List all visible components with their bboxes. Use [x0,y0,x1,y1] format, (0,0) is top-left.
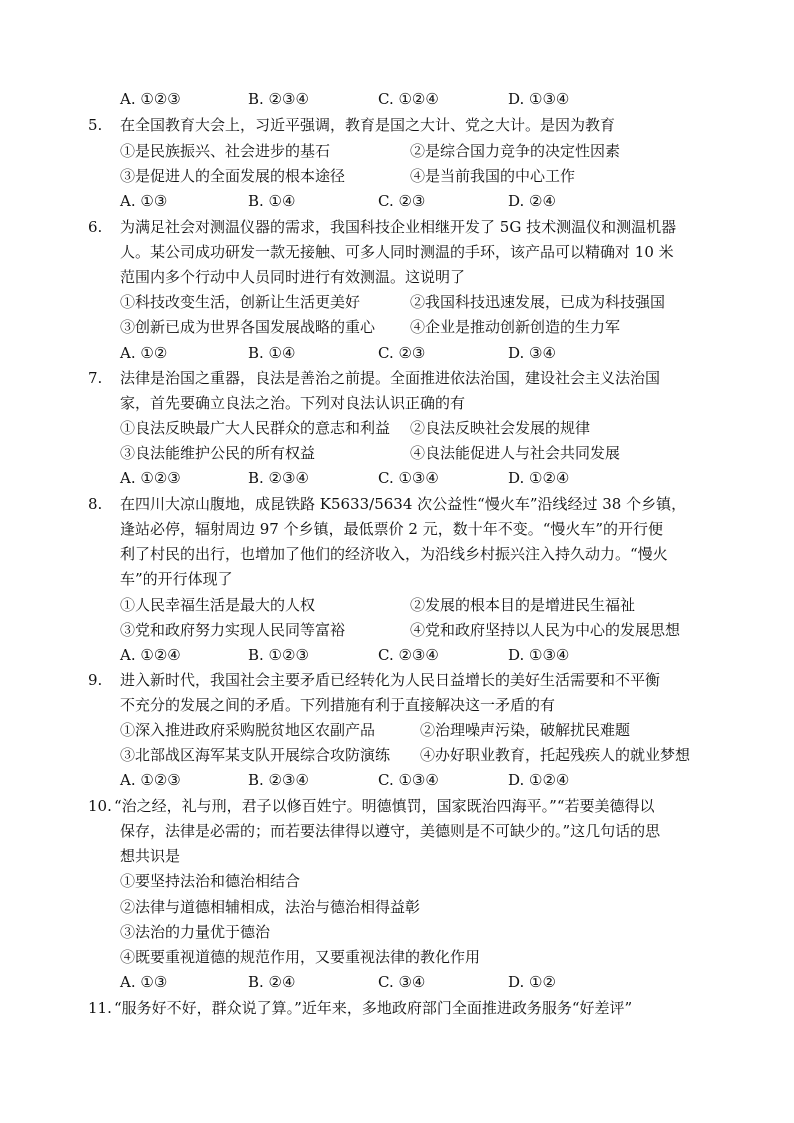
question-stem: 不充分的发展之间的矛盾。下列措施有利于直接解决这一矛盾的有 [120,696,556,714]
statement-row [120,441,740,466]
question-number: 6. [88,218,103,236]
statement-1: ①科技改变生活，创新让生活更美好 [120,293,361,311]
statement-2: ②法律与道德相辅相成，法治与德治相得益彰 [120,898,421,916]
statement-row [120,164,740,189]
option-a: A. ①③ [120,192,168,210]
question-stem: 为满足社会对测温仪器的需求，我国科技企业相继开发了 5G 技术测温仪和测温机器 [120,218,677,236]
statement-3: ③党和政府努力实现人民同等富裕 [120,621,346,639]
option-c: C. ③④ [378,973,426,991]
statement-2: ②我国科技迅速发展，已成为科技强国 [410,293,666,311]
statement-row [120,593,740,618]
question-stem: 保存，法律是必需的；而若要法律得以遵守，美德则是不可缺少的。”这几句话的思 [120,822,661,840]
statement-row [120,139,740,164]
option-d: D. ②④ [508,192,556,210]
option-b: B. ②③④ [248,469,309,487]
option-d: D. ①②④ [508,771,570,789]
statement-2: ②发展的根本目的是增进民生福祉 [410,596,636,614]
statement-1: ①深入推进政府采购脱贫地区农副产品 [120,721,376,739]
statement-3: ③创新已成为世界各国发展战略的重心 [120,318,376,336]
statement-1: ①要坚持法治和德治相结合 [120,872,301,890]
q4-options [120,87,760,112]
statement-4: ④党和政府坚持以人民为中心的发展思想 [410,621,681,639]
option-a: A. ①③ [120,973,168,991]
option-d: D. ①② [508,973,556,991]
option-c: C. ①②④ [378,90,439,108]
question-stem: 人。某公司成功研发一款无接触、可多人同时测温的手环，该产品可以精确对 10 米 [120,243,674,261]
q6-options [120,341,760,366]
option-a: A. ①② [120,344,168,362]
q9-options [120,768,760,793]
statement-1: ①人民幸福生活是最大的人权 [120,596,316,614]
question-stem: 在四川大凉山腹地，成昆铁路 K5633/5634 次公益性“慢火车”沿线经过 38 个乡镇， [120,495,687,513]
option-b: B. ①②③ [248,646,309,664]
statement-1: ①是民族振兴、社会进步的基石 [120,142,331,160]
statement-4: ④企业是推动创新创造的生力军 [410,318,621,336]
q5-options [120,189,760,214]
statement-row [120,718,740,743]
question-stem: 逢站必停，辐射周边 97 个乡镇，最低票价 2 元，数十年不变。“慢火车”的开行便 [120,520,664,538]
statement-4: ④办好职业教育，托起残疾人的就业梦想 [420,746,691,764]
question-stem: “服务好不好，群众说了算。”近年来，多地政府部门全面推进政务服务“好差评” [114,999,633,1017]
option-c: C. ①③④ [378,771,439,789]
question-stem: 法律是治国之重器，良法是善治之前提。全面推进依法治国，建设社会主义法治国 [120,369,661,387]
question-number: 9. [88,671,103,689]
statement-row [120,416,740,441]
option-d: D. ①②④ [508,469,570,487]
option-b: B. ②③④ [248,90,309,108]
statement-row [120,618,740,643]
statement-4: ④既要重视道德的规范作用，又要重视法律的教化作用 [120,948,481,966]
question-stem: 利了村民的出行，也增加了他们的经济收入，为沿线乡村振兴注入持久动力。“慢火 [120,545,668,563]
q10-options [120,970,760,995]
question-stem: 在全国教育大会上，习近平强调，教育是国之大计、党之大计。是因为教育 [120,116,616,134]
option-a: A. ①②③ [120,90,181,108]
q8-options [120,643,760,668]
question-number: 7. [88,369,103,387]
question-stem: 想共识是 [120,847,181,865]
option-c: C. ②③④ [378,646,439,664]
statement-2: ②良法反映社会发展的规律 [410,419,591,437]
statement-4: ④是当前我国的中心工作 [410,167,576,185]
statement-3: ③是促进人的全面发展的根本途径 [120,167,346,185]
statement-3: ③北部战区海军某支队开展综合攻防演练 [120,746,391,764]
option-c: C. ②③ [378,192,426,210]
question-stem: “治之经，礼与刑，君子以修百姓宁。明德慎罚，国家既治四海平。”“若要美德得以 [114,797,655,815]
option-a: A. ①②④ [120,646,181,664]
option-c: C. ①③④ [378,469,439,487]
statement-4: ④良法能促进人与社会共同发展 [410,444,621,462]
option-a: A. ①②③ [120,469,181,487]
question-stem: 范围内多个行动中人员同时进行有效测温。这说明了 [120,268,466,286]
statement-3: ③法治的力量优于德治 [120,923,271,941]
question-number: 8. [88,495,103,513]
option-d: D. ①③④ [508,646,570,664]
statement-row [120,315,740,340]
question-stem: 进入新时代，我国社会主要矛盾已经转化为人民日益增长的美好生活需要和不平衡 [120,671,661,689]
statement-2: ②治理噪声污染，破解扰民难题 [420,721,631,739]
statement-row [120,743,740,768]
question-number: 11. [88,999,112,1017]
q7-options [120,466,760,491]
option-c: C. ②③ [378,344,426,362]
option-b: B. ①④ [248,192,296,210]
question-stem: 车”的开行体现了 [120,570,233,588]
option-b: B. ①④ [248,344,296,362]
statement-2: ②是综合国力竞争的决定性因素 [410,142,621,160]
statement-row [120,290,740,315]
question-stem: 家，首先要确立良法之治。下列对良法认识正确的有 [120,394,466,412]
question-number: 10. [88,797,112,815]
option-a: A. ①②③ [120,771,181,789]
option-d: D. ③④ [508,344,556,362]
option-b: B. ②③④ [248,771,309,789]
option-b: B. ②④ [248,973,296,991]
option-d: D. ①③④ [508,90,570,108]
statement-3: ③良法能维护公民的所有权益 [120,444,316,462]
statement-1: ①良法反映最广大人民群众的意志和利益 [120,419,391,437]
question-number: 5. [88,116,103,134]
